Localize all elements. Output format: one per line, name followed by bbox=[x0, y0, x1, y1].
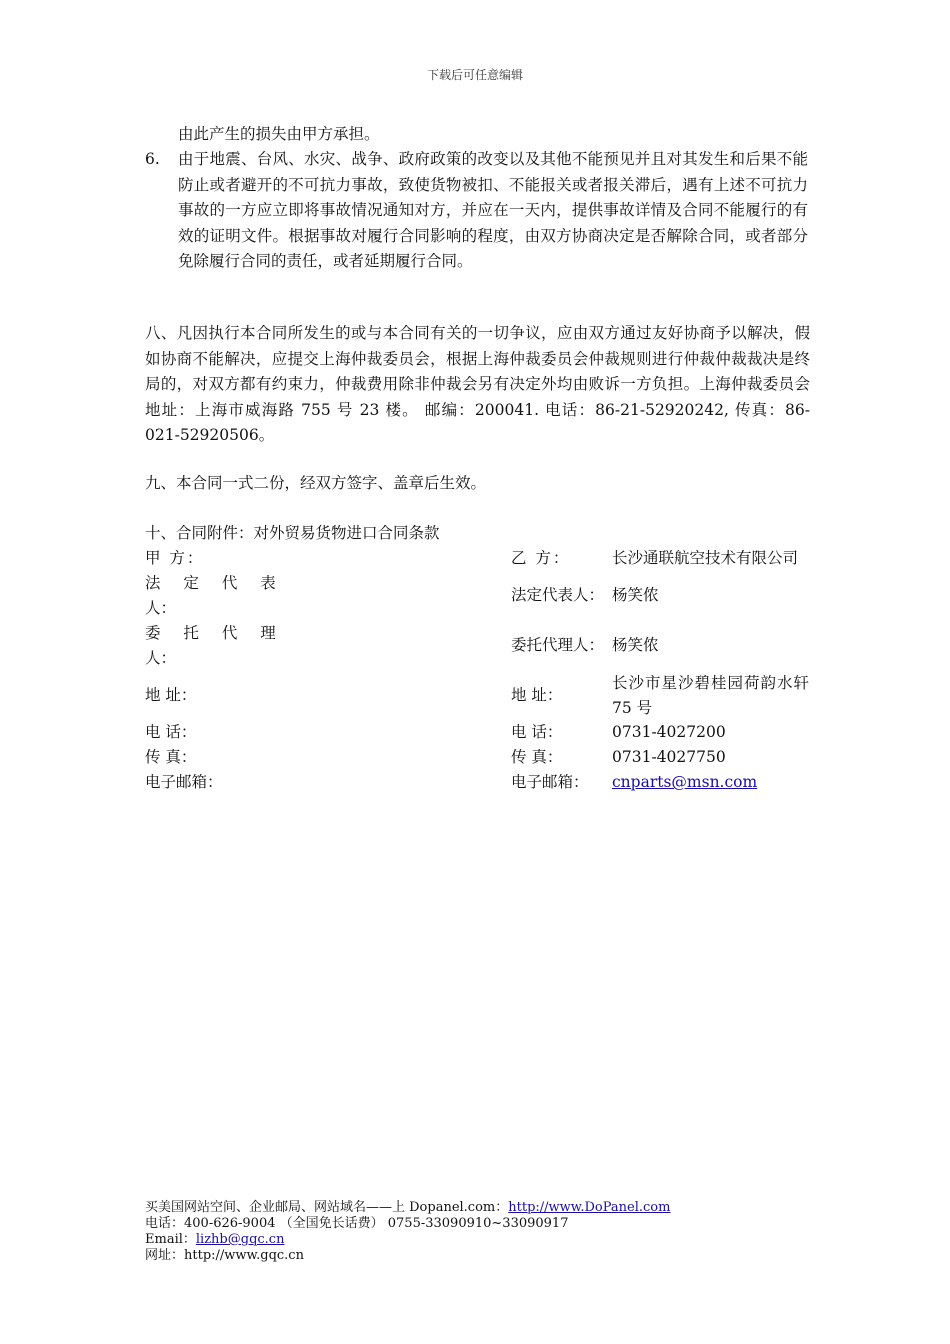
party-a-label: 甲 方： bbox=[145, 549, 205, 567]
party-a-address-label: 地 址： bbox=[145, 686, 197, 704]
party-b-phone-label: 电 话： bbox=[511, 723, 563, 741]
footer-ad-text: 买美国网站空间、企业邮局、网站域名——上 Dopanel.com： bbox=[145, 1200, 509, 1215]
party-a-phone-label: 电 话： bbox=[145, 723, 197, 741]
party-a-agent-label-cont: 人： bbox=[145, 649, 177, 667]
party-b-fax-label: 传 真： bbox=[511, 748, 563, 766]
footer-line-3 bbox=[145, 1232, 670, 1248]
party-b-email-link[interactable]: cnparts@msn.com bbox=[612, 773, 758, 791]
footer-email-link[interactable]: lizhb@gqc.cn bbox=[195, 1232, 285, 1247]
party-b-label: 乙 方： bbox=[511, 549, 571, 567]
party-b-rep-value: 杨笑侬 bbox=[612, 586, 659, 604]
footer-dopanel-link[interactable]: http://www.DoPanel.com bbox=[508, 1200, 671, 1215]
party-b-fax-value: 0731-4027750 bbox=[612, 748, 726, 766]
party-a-email-label: 电子邮箱： bbox=[145, 773, 223, 791]
header-note: 下载后可任意编辑 bbox=[426, 68, 523, 82]
section-9: 九、本合同一式二份，经双方签字、盖章后生效。 bbox=[145, 474, 487, 492]
party-a-fax-label: 传 真： bbox=[145, 748, 197, 766]
footer bbox=[145, 1200, 670, 1264]
party-b-address-label: 地 址： bbox=[511, 686, 563, 704]
party-b-address-line1: 长沙市星沙碧桂园荷韵水轩 bbox=[612, 674, 811, 692]
party-b-phone-value: 0731-4027200 bbox=[612, 723, 726, 741]
item-6-text: 由于地震、台风、水灾、战争、政府政策的改变以及其他不能预见并且对其发生和后果不能防止或者避开的不可抗力事故，致使货物被扣、不能报关或者报关滞后，遇有上述不可抗力事故的一方应立即将事故情况通知对方，并应在一天内，提供事故详情及合同不能履行的有效的证明文件。根据事故对履行合同影响的程度，由双方协商决定是否解除合同，或者部分免除履行合同的责任，或者延期履行合同。 bbox=[178, 150, 808, 270]
party-a-rep-label: 法 定 代 表 bbox=[145, 574, 285, 592]
section-10-attachment: 十、合同附件：对外贸易货物进口合同条款 bbox=[145, 524, 440, 542]
party-b-agent-label: 委托代理人： bbox=[511, 636, 605, 654]
section-8-arbitration: 八、凡因执行本合同所发生的或与本合同有关的一切争议，应由双方通过友好协商予以解决，假如协商不能解决，应提交上海仲裁委员会，根据上海仲裁委员会仲裁规则进行仲裁仲裁裁决是终局的，对双方都有约束力，仲裁费用除非仲裁会另有决定外均由败诉一方负担。上海仲裁委员会地址：上海市威海路 755 号 23 楼。 邮编：200041. 电话：86-21-52920242, 传真：86-021-52920506。 bbox=[145, 324, 810, 444]
party-b-agent-value: 杨笑侬 bbox=[612, 636, 659, 654]
footer-phone: 电话：400-626-9004 （全国免长话费） 0755-33090910~33090917 bbox=[145, 1216, 569, 1231]
party-b-email-label: 电子邮箱： bbox=[511, 773, 589, 791]
footer-line-1 bbox=[145, 1200, 670, 1216]
party-a-agent-label: 委 托 代 理 bbox=[145, 624, 285, 642]
item-number: 6. bbox=[145, 150, 160, 168]
party-a-rep-label-cont: 人： bbox=[145, 599, 177, 617]
footer-website: 网址：http://www.gqc.cn bbox=[145, 1248, 304, 1263]
party-b-rep-label: 法定代表人： bbox=[511, 586, 605, 604]
party-b-name: 长沙通联航空技术有限公司 bbox=[612, 549, 799, 567]
party-b-address-line2: 75 号 bbox=[612, 699, 653, 717]
footer-email-label: Email： bbox=[145, 1232, 196, 1247]
paragraph-continuation: 由此产生的损失由甲方承担。 bbox=[178, 125, 380, 143]
